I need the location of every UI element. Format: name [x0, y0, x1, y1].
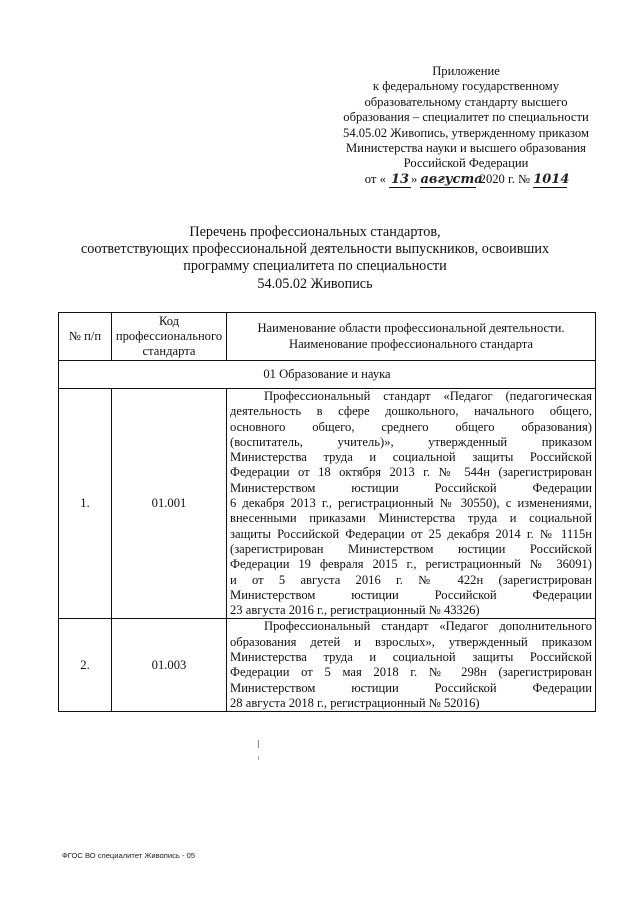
appendix-line: образовательному стандарту высшего: [364, 94, 568, 109]
desc-line: Министерством юстиции Российской Федерации: [230, 680, 592, 695]
appendix-line: Приложение: [432, 64, 500, 78]
title-line: соответствующих профессиональной деятельности выпускников, освоивших: [80, 241, 550, 258]
desc-line: защиты Российской Федерации от 25 декабря 2014 г. № 1115н: [230, 526, 592, 541]
appendix-line: к федеральному государственному: [372, 79, 560, 94]
desc-line: Министерства труда и социальной защиты Российской: [230, 650, 592, 665]
row-code: 01.001: [112, 389, 227, 619]
scan-mark: [258, 756, 259, 760]
desc-line: Профессиональный стандарт «Педагог дополнительного: [264, 619, 592, 634]
date-mid: »: [411, 171, 418, 186]
desc-line: 28 августа 2018 г., регистрационный № 52016): [230, 695, 480, 710]
header-name-line2: Наименование профессионального стандарта: [289, 336, 533, 351]
section-label: 01 Образование и наука: [59, 361, 596, 389]
desc-line: Федерации 19 февраля 2015 г., регистрационный № 36091): [230, 557, 592, 572]
desc-line: внесенными приказами Министерства труда и социальной: [230, 511, 592, 526]
table-header-row: [59, 313, 596, 361]
desc-line: и от 5 августа 2016 г. № 422н (зарегистрирован: [230, 572, 592, 587]
row-num: 2.: [59, 619, 112, 712]
order-date-line: [330, 172, 602, 188]
handwritten-order-number: 1014: [533, 171, 570, 187]
standards-table: [58, 312, 596, 712]
row-description: [227, 619, 596, 712]
appendix-line: 54.05.02 Живопись, утвержденному приказом: [343, 125, 589, 140]
header-name-line1: Наименование области профессиональной деятельности.: [257, 321, 565, 336]
date-prefix: от «: [364, 171, 386, 186]
desc-line: Профессиональный стандарт «Педагог (педагогическая: [264, 389, 592, 403]
table-row: [59, 389, 596, 619]
appendix-line: Министерства науки и высшего образования: [346, 141, 586, 156]
handwritten-month: августа: [420, 171, 483, 187]
desc-line: деятельность в сфере дошкольного, начального общего,: [230, 404, 592, 419]
title-line: программу специалитета по специальности: [183, 258, 447, 275]
title-line: Перечень профессиональных стандартов,: [189, 224, 441, 240]
desc-line: (воспитатель, учитель)», утвержденный приказом: [230, 434, 592, 449]
title-line: 54.05.02 Живопись: [257, 275, 373, 292]
desc-line: Федерации от 5 мая 2018 г. № 298н (зарегистрирован: [230, 665, 592, 680]
table-row: [59, 619, 596, 712]
section-row: [59, 361, 596, 389]
header-code: Код профессионального стандарта: [112, 313, 227, 361]
desc-line: Министерства труда и социальной защиты Российской: [230, 450, 592, 465]
row-code: 01.003: [112, 619, 227, 712]
scan-mark: [258, 740, 259, 748]
date-year: 2020 г. №: [479, 171, 531, 186]
desc-line: Министерством юстиции Российской Федерации: [230, 480, 592, 495]
header-name: [227, 313, 596, 361]
desc-line: основного общего, среднего общего образования): [230, 419, 592, 434]
appendix-line: образования – специалитет по специальности: [343, 110, 589, 125]
header-num: № п/п: [59, 313, 112, 361]
desc-line: образования детей и взрослых», утвержденный приказом: [230, 634, 592, 649]
desc-line: 6 декабря 2013 г., регистрационный № 30550), с изменениями,: [230, 496, 592, 511]
appendix-line: Российской Федерации: [403, 156, 529, 171]
appendix-block: [330, 64, 602, 188]
desc-line: (зарегистрирован Министерством юстиции Российской: [230, 541, 592, 556]
handwritten-day: 13: [390, 171, 410, 187]
desc-line: Федерации от 18 октября 2013 г. № 544н (зарегистрирован: [230, 465, 592, 480]
desc-line: 23 августа 2016 г., регистрационный № 43326): [230, 603, 480, 618]
page-footer: ФГОС ВО специалитет Живопись - 05: [62, 851, 196, 860]
document-title: [60, 224, 570, 293]
row-description: [227, 389, 596, 619]
desc-line: Министерством юстиции Российской Федерации: [230, 587, 592, 602]
row-num: 1.: [59, 389, 112, 619]
